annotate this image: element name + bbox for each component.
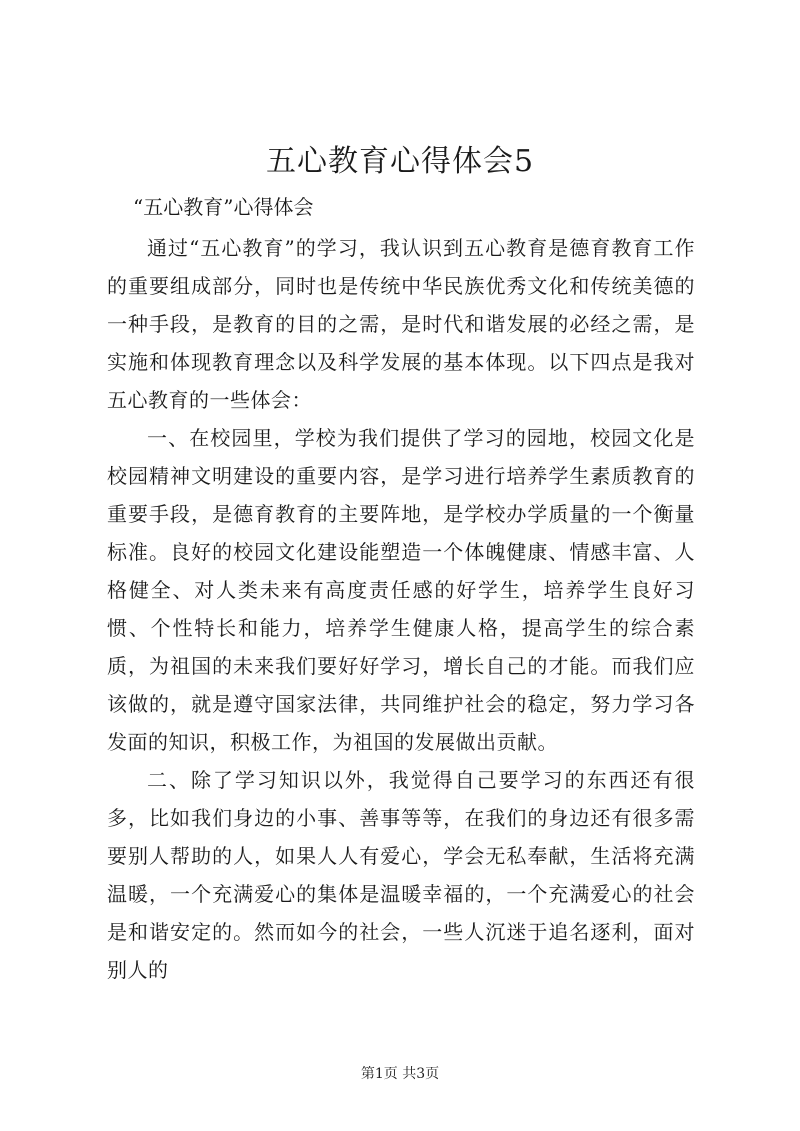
paragraph-point-two: 二、除了学习知识以外，我觉得自己要学习的东西还有很多，比如我们身边的小事、善事等等，在我们的身边还有很多需要别人帮助的人，如果人人有爱心，学会无私奉献，生活将充满温暖，一个充满爱心的集体是温暖幸福的，一个充满爱心的社会是和谐安定的。然而如今的社会，一些人沉迷于追名逐利，面对别人的 <box>107 768 695 982</box>
document-title: 五心教育心得体会5 <box>265 144 535 179</box>
document-body <box>107 229 695 989</box>
page-number-footer: 第1页 共3页 <box>360 1066 440 1082</box>
paragraph-point-one: 一、在校园里，学校为我们提供了学习的园地，校园文化是校园精神文明建设的重要内容，是学习进行培养学生素质教育的重要手段，是德育教育的主要阵地，是学校办学质量的一个衡量标准。良好的校园文化建设能塑造一个体魄健康、情感丰富、人格健全、对人类未来有高度责任感的好学生，培养学生良好习惯、个性特长和能力，培养学生健康人格，提高学生的综合素质，为祖国的未来我们要好好学习，增长自己的才能。而我们应该做的，就是遵守国家法律，共同维护社会的稳定，努力学习各发面的知识，积极工作，为祖国的发展做出贡献。 <box>107 426 695 754</box>
document-subtitle: “五心教育”心得体会 <box>133 195 314 219</box>
paragraph-intro: 通过“五心教育”的学习，我认识到五心教育是德育教育工作的重要组成部分，同时也是传统中华民族优秀文化和传统美德的一种手段，是教育的目的之需，是时代和谐发展的必经之需，是实施和体现教育理念以及科学发展的基本体现。以下四点是我对五心教育的一些体会： <box>107 236 695 412</box>
